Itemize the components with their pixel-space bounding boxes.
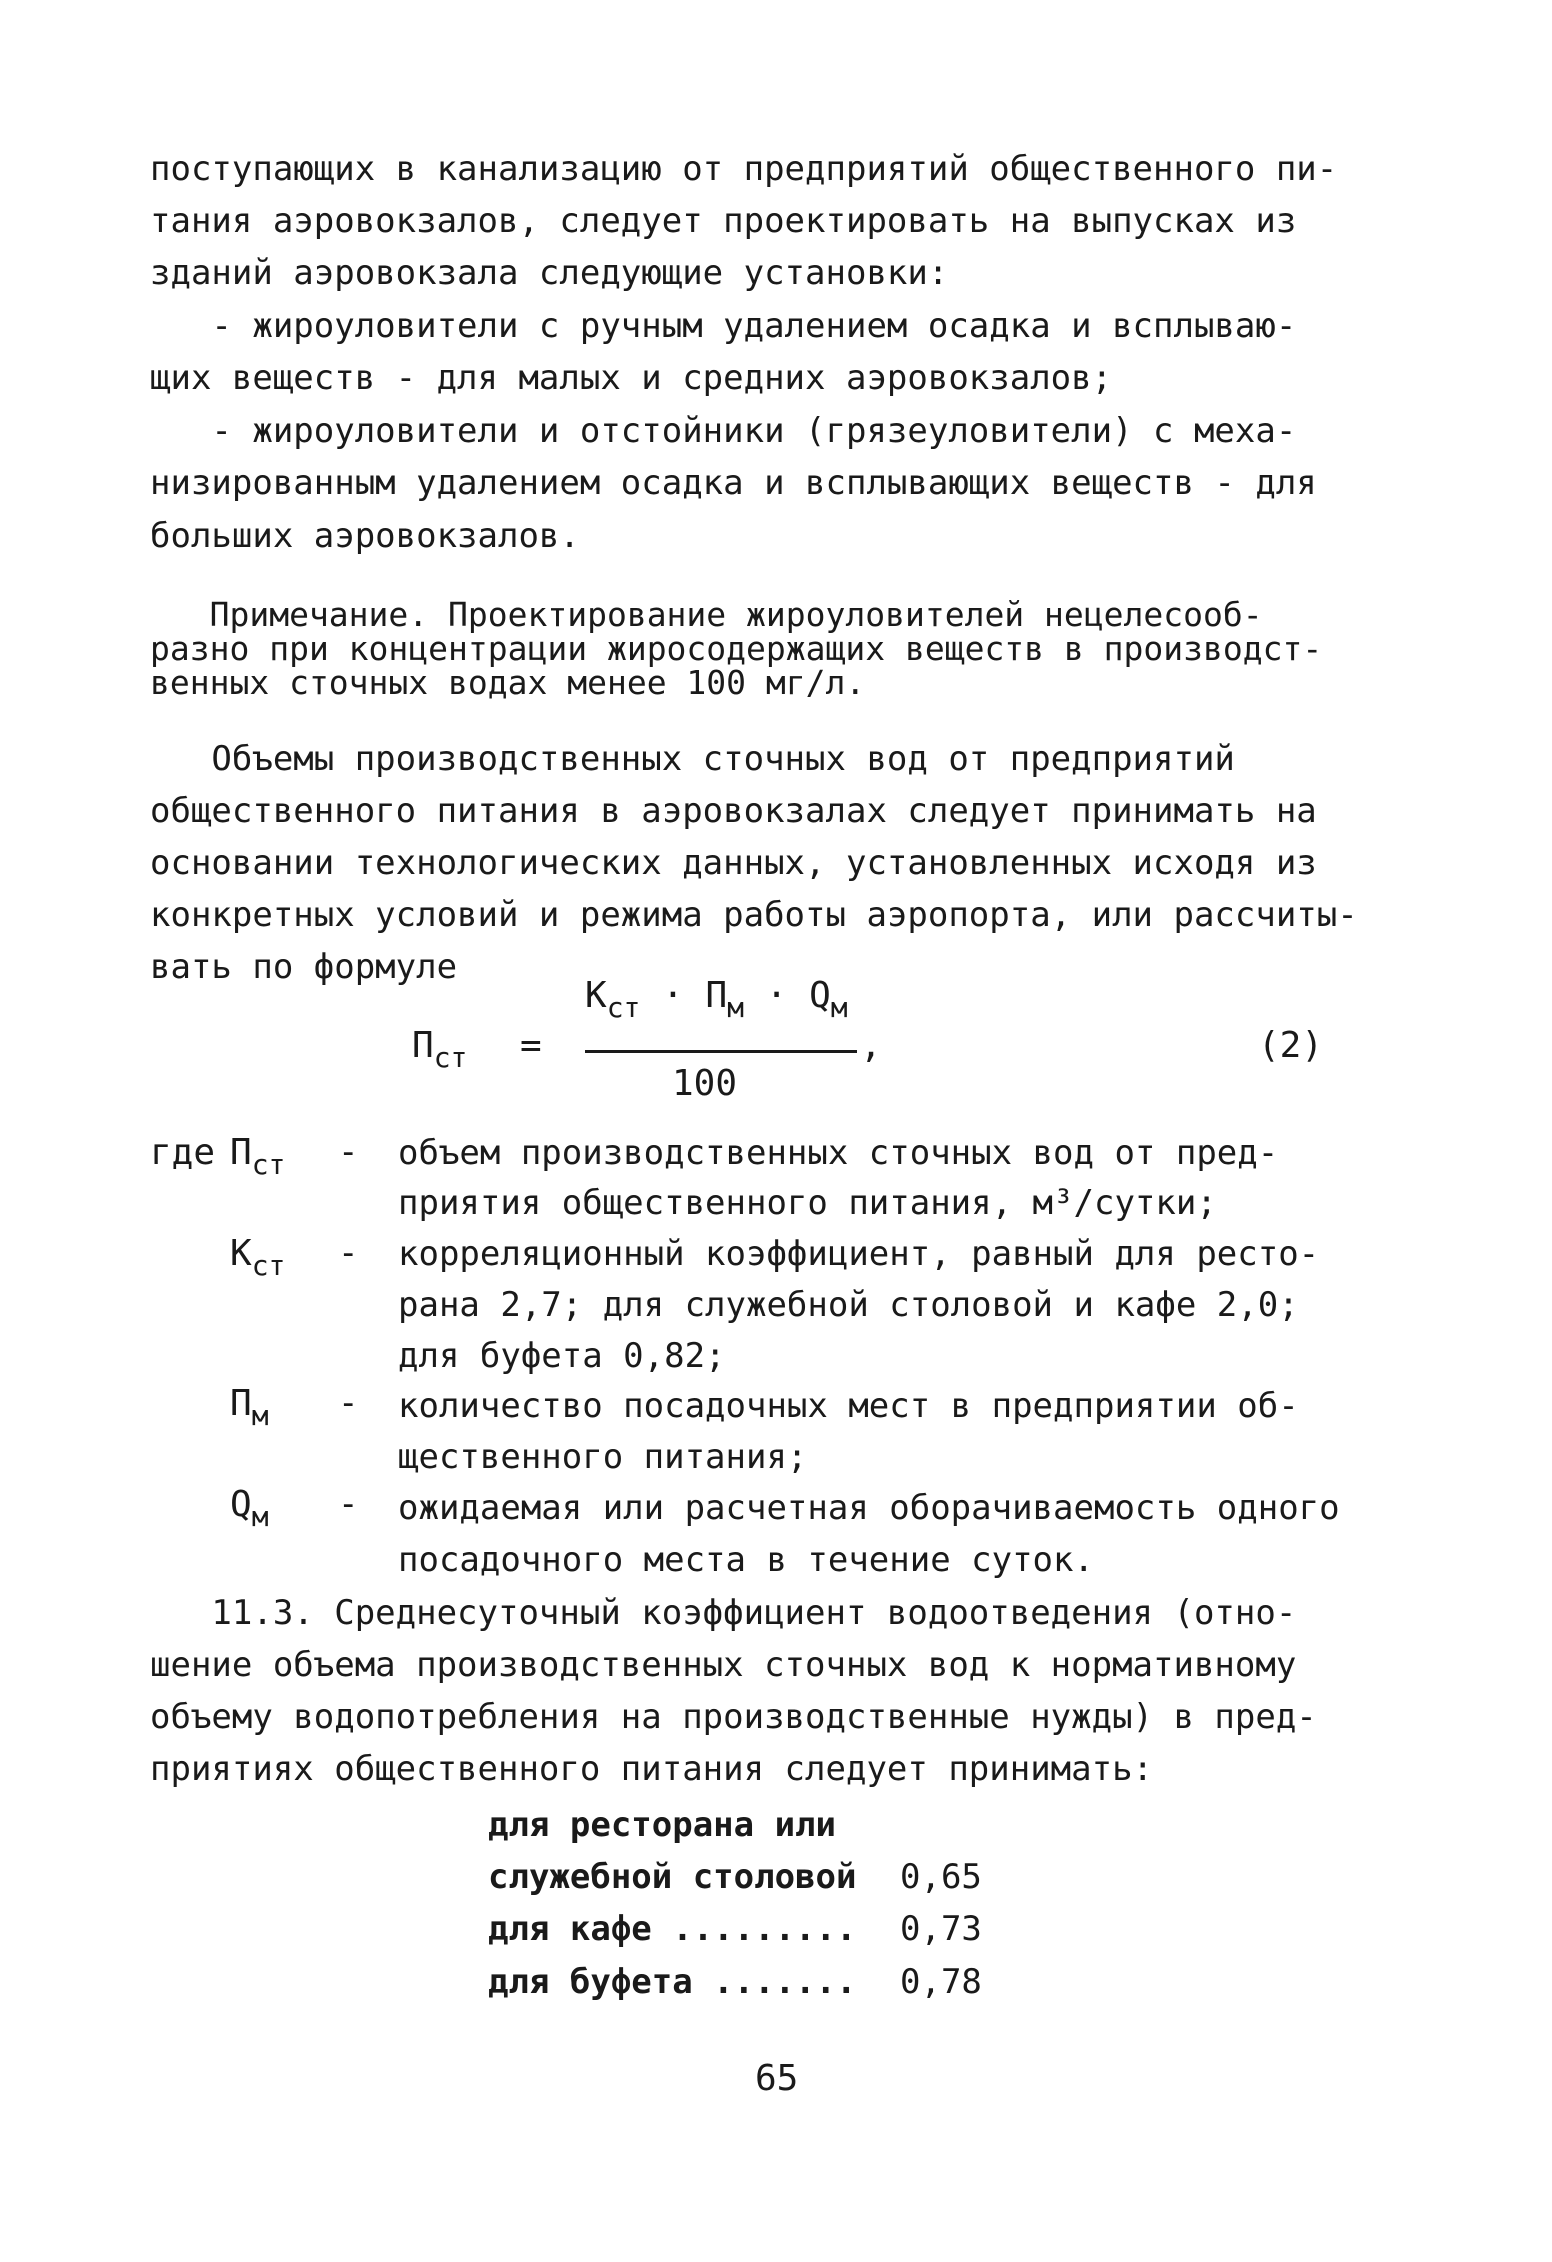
- def-text: объем производственных сточных вод от пред-: [398, 1133, 1279, 1173]
- table-row-label: служебной столовой: [488, 1857, 857, 1897]
- p3-line-1: 11.3. Среднесуточный коэффициент водоотведения (отно-: [150, 1593, 1297, 1633]
- p1-line-6: - жироуловители и отстойники (грязеуловители) с меха-: [150, 411, 1297, 451]
- def-symbol-qm: $Q_м$: [230, 1484, 269, 1533]
- where-label: где: [150, 1132, 216, 1173]
- table-row-value: 0,78: [900, 1962, 982, 2002]
- p2-line-5: вать по формуле: [150, 947, 458, 987]
- p1-line-4: - жироуловители с ручным удалением осадка и всплываю-: [150, 306, 1297, 346]
- formula-equals: =: [520, 1025, 542, 1066]
- note-line-3: венных сточных водах менее 100 мг/л.: [150, 663, 866, 702]
- def-text: приятия общественного питания, м³/сутки;: [398, 1183, 1217, 1223]
- table-row-label: для кафе .........: [488, 1909, 857, 1949]
- def-symbol-pst: $П_{ст}$: [230, 1132, 286, 1181]
- def-symbol-pm: $П_м$: [230, 1383, 269, 1432]
- table-row-value: 0,73: [900, 1909, 982, 1949]
- def-text: ожидаемая или расчетная оборачиваемость одного: [398, 1488, 1340, 1528]
- formula-comma: ,: [860, 1025, 882, 1066]
- table-row-label: для буфета .......: [488, 1962, 857, 2002]
- p3-line-4: приятиях общественного питания следует принимать:: [150, 1749, 1154, 1789]
- note-line-1: Примечание. Проектирование жироуловителей нецелесооб-: [150, 595, 1263, 634]
- p2-line-4: конкретных условий и режима работы аэропорта, или рассчиты-: [150, 895, 1358, 935]
- formula-number: (2): [1258, 1025, 1324, 1066]
- table-row-label: для ресторана или: [488, 1805, 836, 1845]
- p1-line-1: поступающих в канализацию от предприятий общественного пи-: [150, 149, 1338, 189]
- fraction-bar: [585, 1050, 857, 1053]
- def-text: для буфета 0,82;: [398, 1336, 726, 1376]
- table-row-value: 0,65: [900, 1857, 982, 1897]
- def-dash: -: [338, 1383, 359, 1423]
- note-line-2: разно при концентрации жиросодержащих веществ в производст-: [150, 629, 1323, 668]
- p3-line-2: шение объема производственных сточных вод к нормативному: [150, 1645, 1297, 1685]
- p2-line-1: Объемы производственных сточных вод от предприятий: [150, 739, 1235, 779]
- def-symbol-kst: $К_{ст}$: [230, 1233, 286, 1282]
- p1-line-5: щих веществ - для малых и средних аэровокзалов;: [150, 358, 1113, 398]
- formula-numerator: $К_{ст} \cdot П_м \cdot Q_м$: [585, 975, 848, 1024]
- p1-line-3: зданий аэровокзала следующие установки:: [150, 253, 949, 293]
- def-dash: -: [338, 1132, 359, 1172]
- p1-line-7: низированным удалением осадка и всплывающих веществ - для: [150, 463, 1317, 503]
- p1-line-2: тания аэровокзалов, следует проектировать на выпусках из: [150, 201, 1297, 241]
- formula-lhs: $П_{ст}$: [412, 1025, 468, 1074]
- p2-line-2: общественного питания в аэровокзалах следует принимать на: [150, 791, 1317, 831]
- page-number: 65: [755, 2058, 799, 2099]
- def-text: рана 2,7; для служебной столовой и кафе 2,0;: [398, 1285, 1299, 1325]
- p3-line-3: объему водопотребления на производственные нужды) в пред-: [150, 1697, 1317, 1737]
- def-text: количество посадочных мест в предприятии об-: [398, 1386, 1299, 1426]
- p2-line-3: основании технологических данных, установленных исходя из: [150, 843, 1317, 883]
- def-dash: -: [338, 1233, 359, 1273]
- formula-denominator: 100: [672, 1063, 738, 1104]
- def-text: посадочного места в течение суток.: [398, 1540, 1094, 1580]
- p1-line-8: больших аэровокзалов.: [150, 516, 580, 556]
- def-dash: -: [338, 1484, 359, 1524]
- def-text: корреляционный коэффициент, равный для ресто-: [398, 1234, 1320, 1274]
- def-text: щественного питания;: [398, 1437, 808, 1477]
